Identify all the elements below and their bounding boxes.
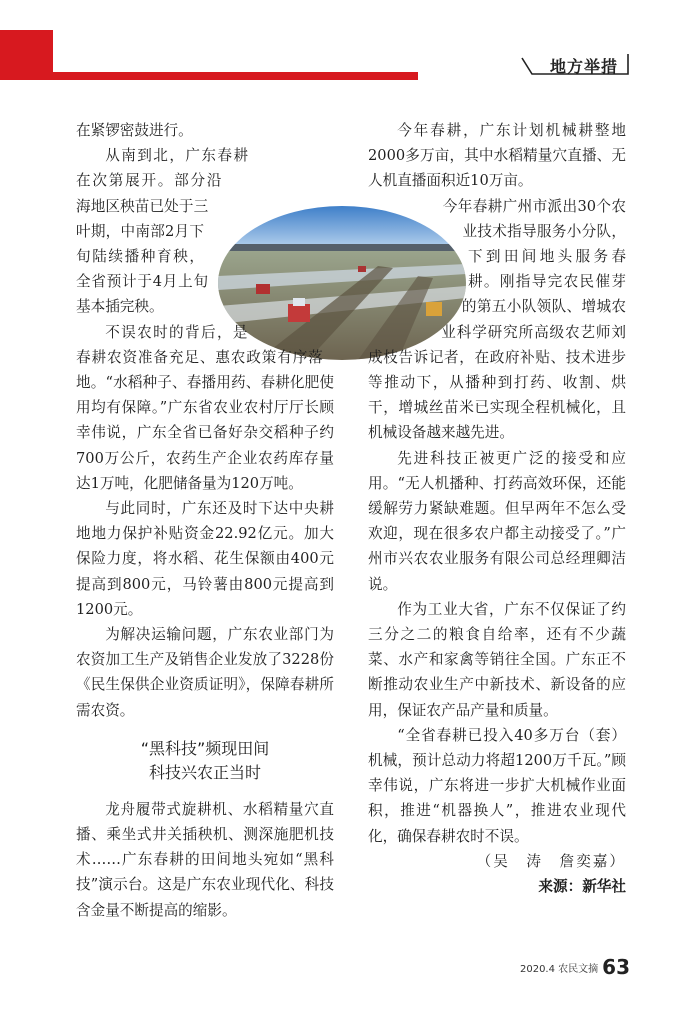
header-red-rule	[53, 72, 418, 80]
paragraph-black-tech: 龙舟履带式旋耕机、水稻精量穴直播、乘坐式井关插秧机、测深施肥机技术……广东春耕的田间地头宛如“黑科技”演示台。这是广东农业现代化、科技含金量不断提高的缩影。	[76, 800, 334, 919]
paragraph-subsidy: 与此同时，广东还及时下达中央耕地地力保护补贴资金22.92亿元。加大保险力度，将水稻、花生保额由400元提高到800元，马铃薯由800元提高到1200元。	[76, 500, 334, 618]
paragraph-continued: 在紧锣密鼓进行。	[76, 122, 193, 139]
paragraph-machinery: “全省春耕已投入40多万台（套）机械，预计总动力将超1200万千瓦。”顾幸伟说，广东将进一步扩大机械作业面积，推进“机器换人”，推进农业现代化，确保春耕农时不误。	[368, 726, 626, 845]
subheading-line-1: “黑科技”频现田间	[140, 738, 270, 758]
issue-label: 2020.4 农民文摘	[519, 964, 599, 975]
subheading-line-2: 科技兴农正当时	[148, 762, 261, 782]
page-footer	[520, 955, 630, 979]
header-red-block	[0, 30, 53, 80]
section-tab	[520, 52, 630, 80]
page-number: 63	[602, 955, 630, 979]
paragraph-supplies	[76, 320, 334, 496]
section-title: 地方举措	[550, 57, 619, 76]
left-column	[76, 118, 334, 923]
paragraph-drones: 先进科技正被更广泛的接受和应用。“无人机播种、打药高效环保，还能缓解劳力紧缺难题。但早两年不怎么受欢迎，现在很多农户都主动接受了。”广州市兴农农业服务有限公司总经理卿洁说。	[368, 449, 626, 593]
paragraph-industrial: 作为工业大省，广东不仅保证了约三分之二的粮食自给率，还有不少蔬菜、水产和家禽等销往全国。广东正不断推动农业生产中新技术、新设备的应用，保证农产品产量和质量。	[368, 600, 626, 719]
photo-wrap-right	[368, 194, 468, 344]
paragraph-plan: 今年春耕，广东计划机械耕整地2000多万亩，其中水稻精量穴直播、无人机直播面积近10万亩。	[368, 122, 626, 190]
paragraph-transport: 为解决运输问题，广东农业部门为农资加工生产及销售企业发放了3228份《民生保供企业资质证明》，保障春耕所需农资。	[76, 626, 334, 719]
subheading	[76, 737, 334, 785]
paragraph-guangzhou: 今年春耕广州市派出30个农业技术指导服务小分队，下到田间地头服务春耕。刚指导完农民催芽的第五小队领队、增城农业科学研究所高级农艺师刘成枝告诉记者，在政府补贴、技术进步等推动下，从播种到打药、收割、烘干，增城丝苗米已实现全程机械化，且机械设备越来越先进。	[368, 194, 626, 446]
paragraph-text: 从南到北，广东春耕在次第展开。部分沿海地区秧苗已处于三叶期，中南部2月下旬陆续播种育秧，全省预计于4月上旬基本插完秧。	[76, 147, 249, 316]
paragraph-text: 不误农时的背后，是春耕农资准备充足、惠农政策有序落地。“水稻种子、春播用药、春耕化肥使用均有保障。”广东省农业农村厅厅长顾幸伟说，广东全省已备好杂交稻种子约700万公斤，农药生产企业农药库存量达1万吨，化肥储备量为120万吨。	[76, 323, 334, 492]
author-credit: （吴 涛 詹奕嘉）	[476, 852, 626, 870]
right-column	[368, 118, 626, 899]
paragraph-south-to-north	[76, 143, 334, 319]
source-line: 来源：新华社	[538, 878, 626, 896]
